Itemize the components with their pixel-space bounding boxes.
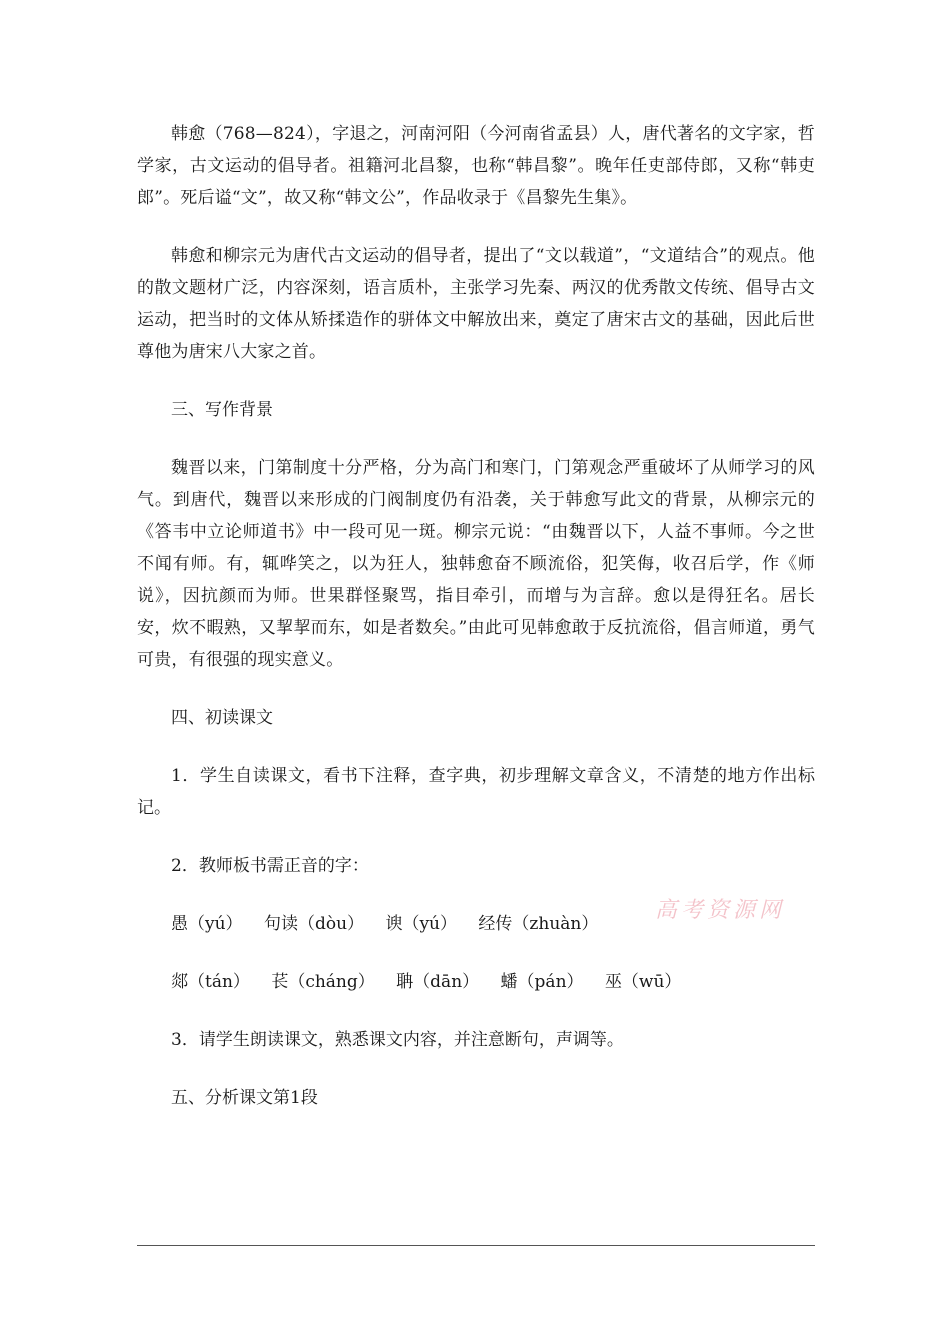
pinyin-entry: 谀（yú） bbox=[385, 914, 458, 934]
section-heading-first-reading: 四、初读课文 bbox=[171, 708, 273, 728]
watermark: 高考资源网 bbox=[655, 898, 786, 923]
pinyin-entry: 句读（dòu） bbox=[263, 914, 365, 934]
paragraph-movement: 韩愈和柳宗元为唐代古文运动的倡导者，提出了“文以载道”，“文道结合”的观点。他的散文题材广泛，内容深刻，语言质朴，主张学习先秦、两汉的优秀散文传统、倡导古文运动，把当时的文体从矫揉造作的骈体文中解放出来，奠定了唐宋古文的基础，因此后世尊他为唐宋八大家之首。 bbox=[137, 246, 815, 362]
pinyin-entry: 愚（yú） bbox=[171, 914, 243, 934]
section-heading-analysis: 五、分析课文第1段 bbox=[171, 1088, 318, 1108]
pinyin-list-row-2 bbox=[137, 966, 815, 998]
paragraph-author-bio: 韩愈（768—824），字退之，河南河阳（今河南省孟县）人，唐代著名的文字家，哲学家，古文运动的倡导者。祖籍河北昌黎，也称“韩昌黎”。晚年任吏部侍郎，又称“韩吏郎”。死后谥“文”，故又称“韩文公”，作品收录于《昌黎先生集》。 bbox=[137, 124, 815, 208]
step-read-aloud: 3．请学生朗读课文，熟悉课文内容，并注意断句，声调等。 bbox=[171, 1030, 624, 1050]
pinyin-entry: 聃（dān） bbox=[396, 972, 480, 992]
section-heading-background: 三、写作背景 bbox=[171, 400, 273, 420]
paragraph-background: 魏晋以来，门第制度十分严格，分为高门和寒门，门第观念严重破坏了从师学习的风气。到唐代，魏晋以来形成的门阀制度仍有沿袭，关于韩愈写此文的背景，从柳宗元的《答韦中立论师道书》中一段可见一斑。柳宗元说：“由魏晋以下，人益不事师。今之世不闻有师。有，辄哗笑之，以为狂人，独韩愈奋不顾流俗，犯笑侮，收召后学，作《师说》，因抗颜而为师。世果群怪聚骂，指目牵引，而增与为言辞。愈以是得狂名。居长安，炊不暇熟，又挈挈而东，如是者数矣。”由此可见韩愈敢于反抗流俗，倡言师道，勇气可贵，有很强的现实意义。 bbox=[137, 458, 815, 670]
pinyin-entry: 郯（tán） bbox=[171, 972, 250, 992]
document-body bbox=[137, 118, 815, 1140]
pinyin-entry: 蟠（pán） bbox=[500, 972, 584, 992]
footer-divider bbox=[137, 1245, 815, 1246]
pinyin-entry: 巫（wū） bbox=[604, 972, 682, 992]
pinyin-entry: 经传（zhuàn） bbox=[478, 914, 599, 934]
step-self-reading: 1．学生自读课文，看书下注释，查字典，初步理解文章含义，不清楚的地方作出标记。 bbox=[137, 766, 815, 818]
step-board-writing: 2．教师板书需正音的字： bbox=[171, 856, 369, 876]
pinyin-entry: 苌（cháng） bbox=[271, 972, 375, 992]
